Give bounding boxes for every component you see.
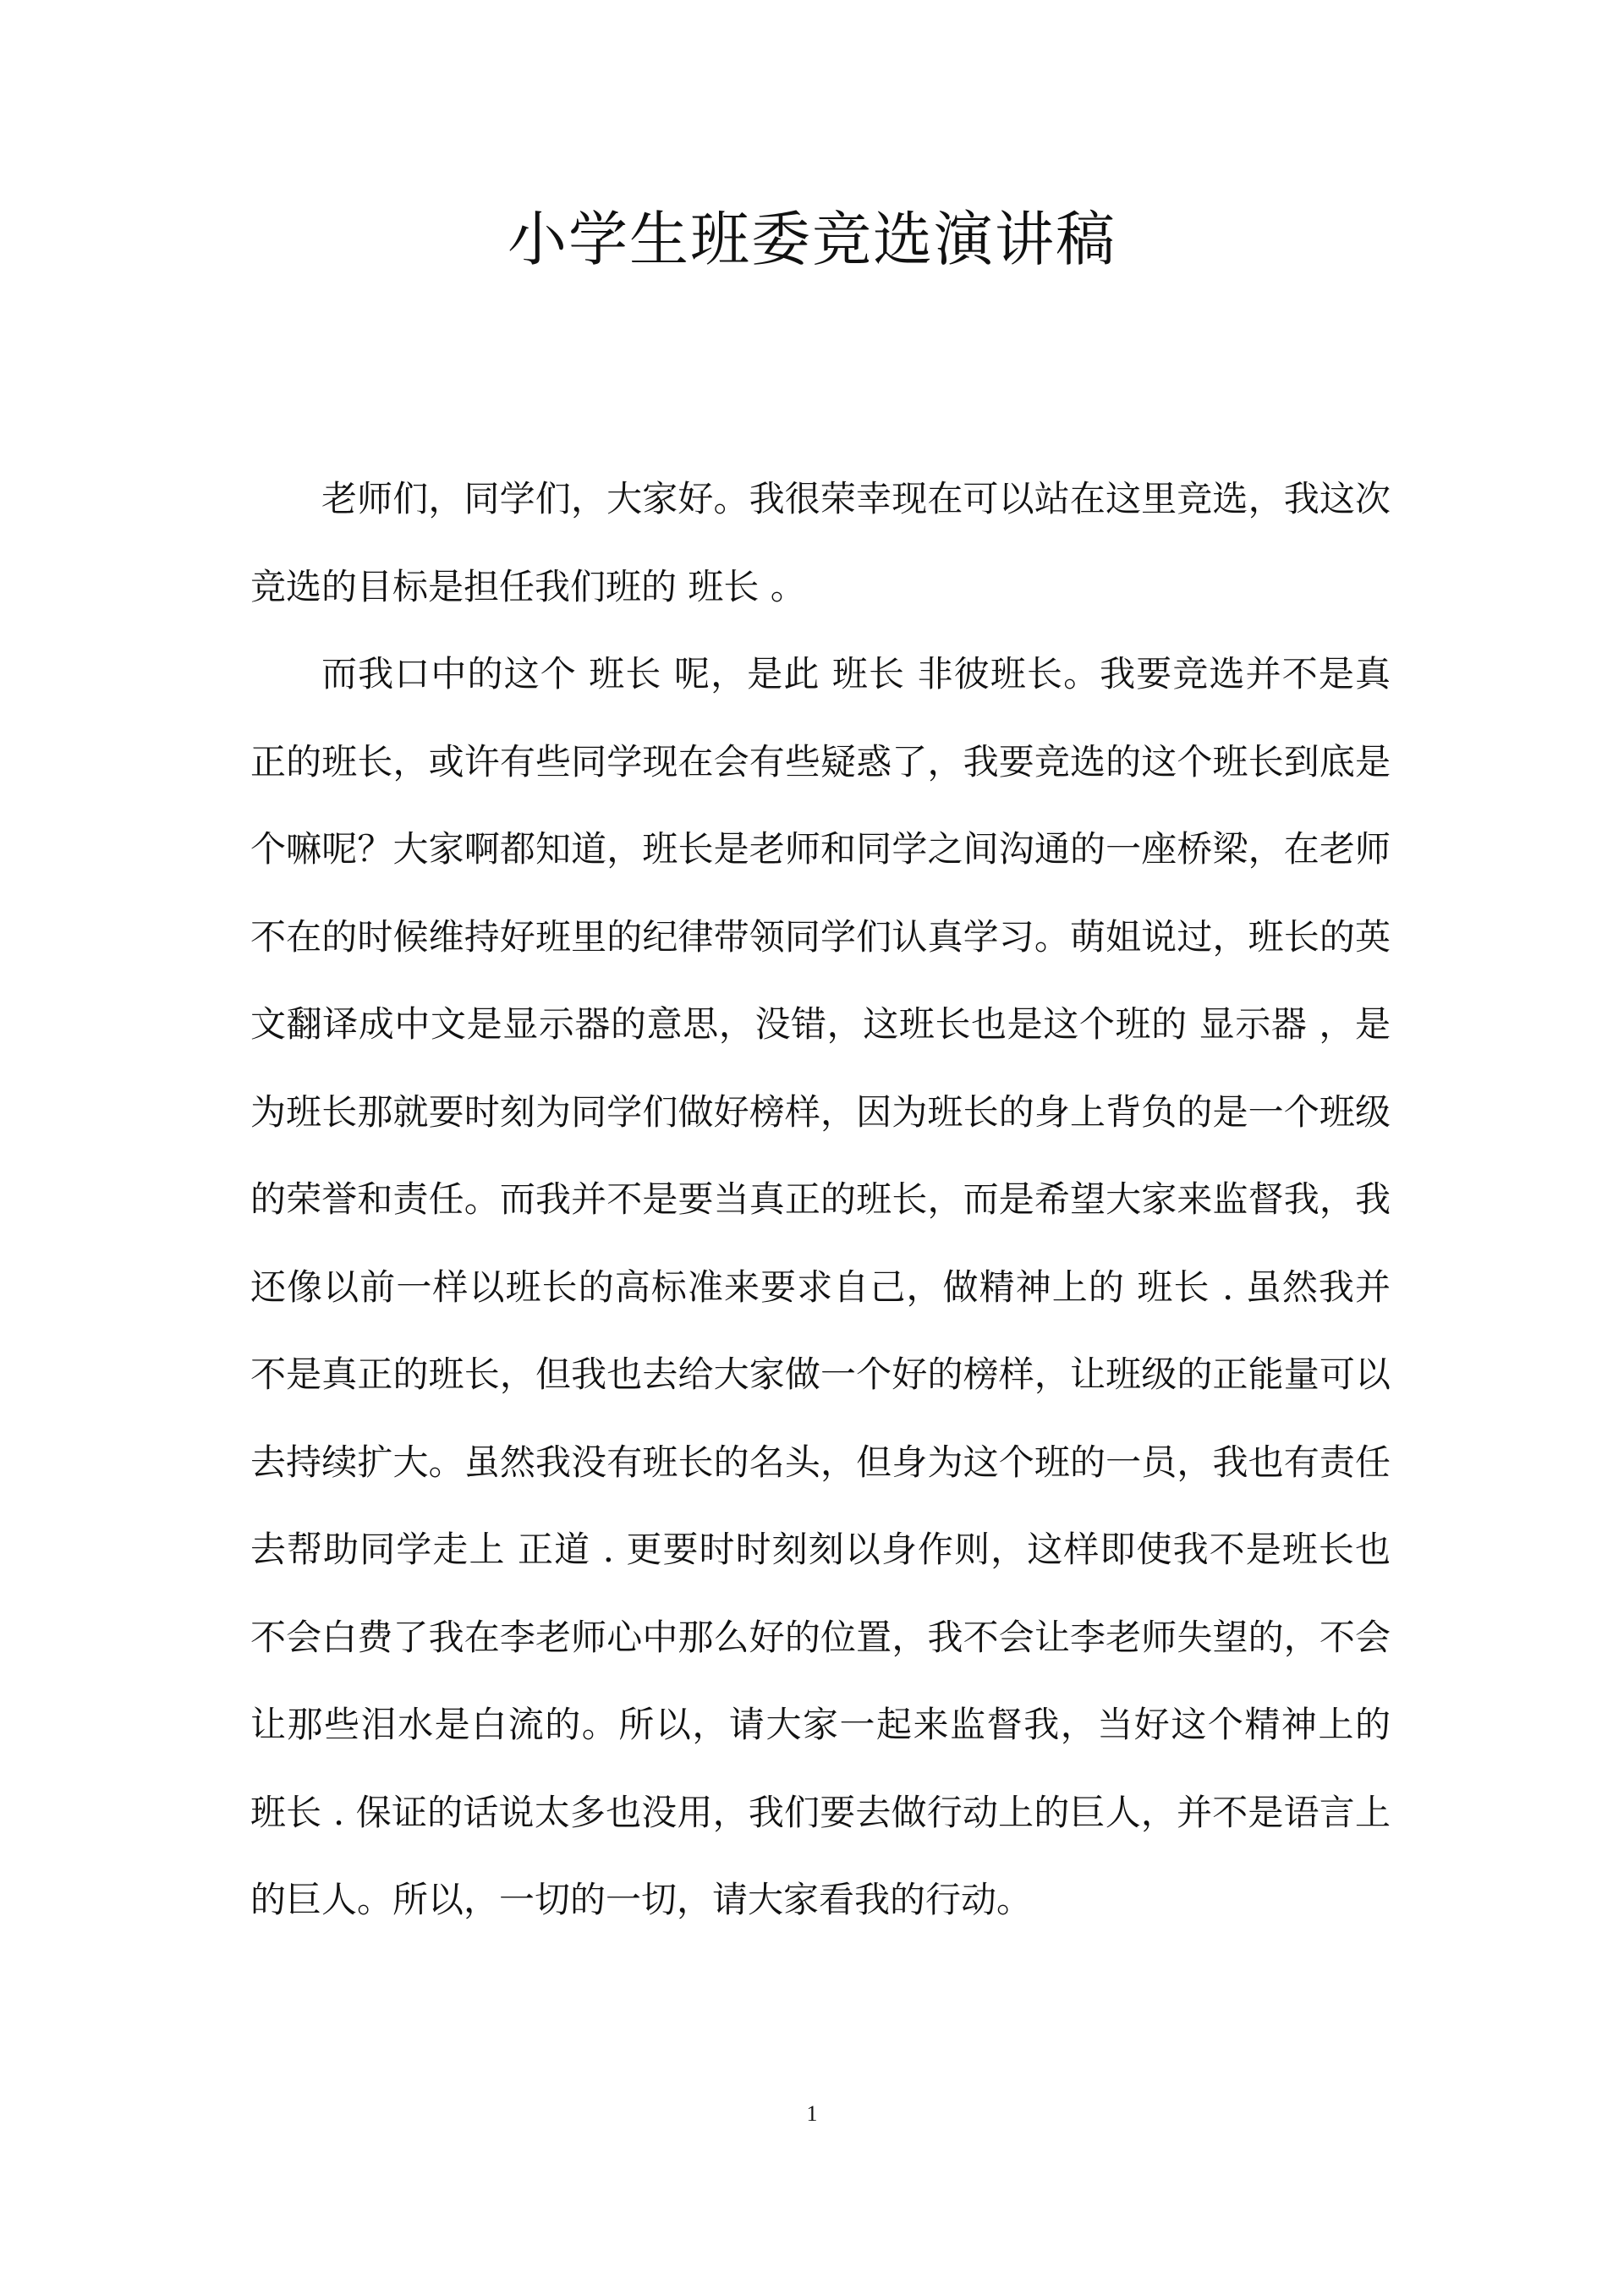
page-number: 1 <box>806 2101 818 2126</box>
document-body <box>250 455 1391 1944</box>
paragraph-1: 老师们，同学们，大家好。我很荣幸现在可以站在这里竞选，我这次竞选的目标是担任我们班的 班长 。 <box>250 478 1391 607</box>
paragraph-2: 而我口中的这个 班长 呢，是此 班长 非彼班长。我要竞选并不是真正的班长，或许有些同学现在会有些疑惑了，我要竞选的这个班长到底是个嘛呢？大家啊都知道，班长是老师和同学之间沟通的一座桥梁，在老师不在的时候维持好班里的纪律带领同学们认真学习。萌姐说过，班长的英文翻译成中文是显示器的意思，没错，这班长也是这个班的 显示器 ，是为班长那就要时刻为同学们做好榜样，因为班长的身上背负的是一个班级的荣誉和责任。而我并不是要当真正的班长，而是希望大家来监督我，我还像以前一样以班长的高标准来要求自己，做精神上的 班长 . 虽然我并不是真正的班长，但我也去给大家做一个好的榜样，让班级的正能量可以去持续扩大。虽然我没有班长的名头，但身为这个班的一员，我也有责任去帮助同学走上 正道 . 更要时时刻刻以身作则，这样即使我不是班长也不会白费了我在李老师心中那么好的位置，我不会让李老师失望的，不会让那些泪水是白流的。所以，请大家一起来监督我，当好这个精神上的 班长 . 保证的话说太多也没用，我们要去做行动上的巨人，并不是语言上的巨人。所以，一切的一切，请大家看我的行动。 <box>250 653 1391 1920</box>
document-title: 小学生班委竞选演讲稿 <box>508 205 1116 274</box>
